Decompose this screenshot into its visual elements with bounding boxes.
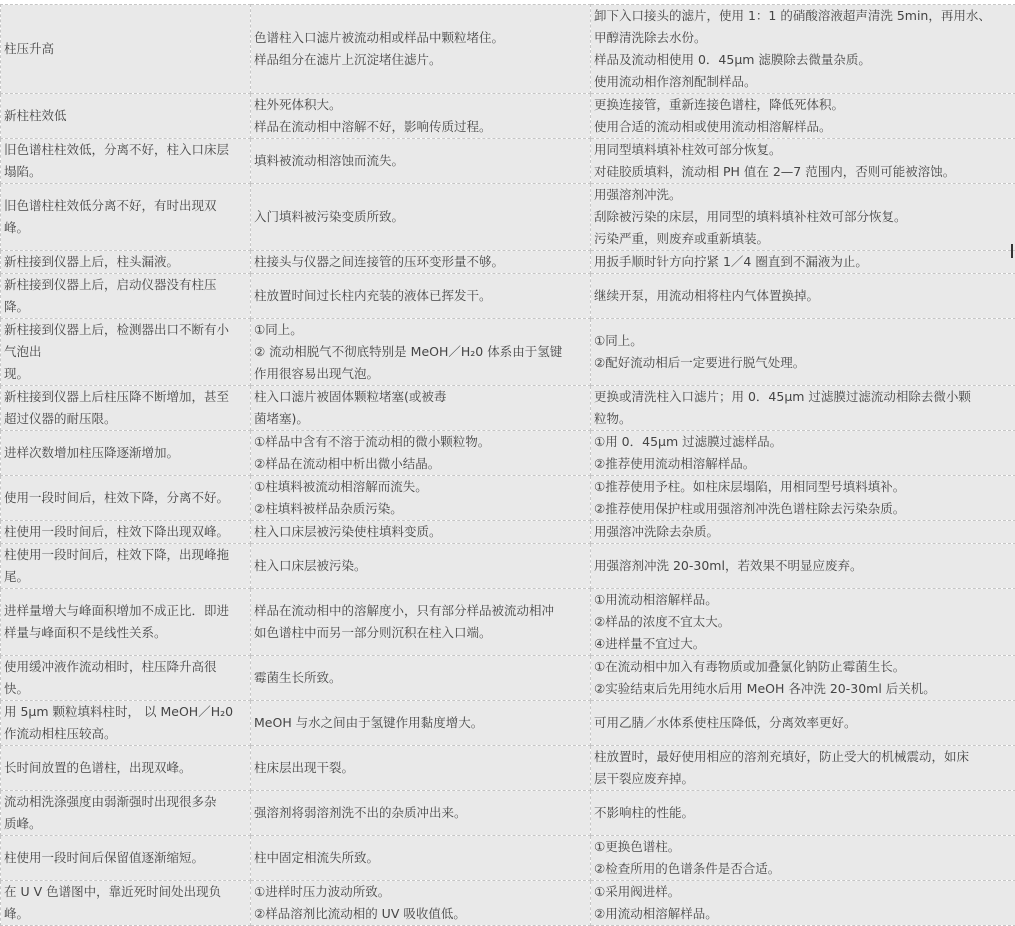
table-row [1,476,1015,521]
cell-text-line: ①更换色谱柱。 [594,836,1015,858]
text-cursor-mark [1011,244,1013,258]
table-body [1,5,1015,926]
table-row [1,791,1015,836]
problem-cell [1,274,251,319]
cell-text-line: ①样品中含有不溶于流动相的微小颗粒物。 [254,431,590,453]
cause-cell [251,251,591,274]
cell-text-line: 入门填料被污染变质所致。 [254,206,590,228]
cause-cell [251,431,591,476]
cell-text-line: 用 5μm 颗粒填料柱时， 以 MeOH／H₂0 [4,701,250,723]
cell-text-line: ①同上。 [254,319,590,341]
cell-text-line: 作流动相柱压较高。 [4,723,250,745]
table-row [1,521,1015,544]
table-row [1,251,1015,274]
cell-text-line: ② 流动相脱气不彻底特别是 MeOH／H₂0 体系由于氢键 [254,341,590,363]
cell-text-line: 更换或清洗柱入口滤片；用 0．45μm 过滤膜过滤流动相除去微小颗 [594,386,1015,408]
table-row [1,319,1015,386]
cell-text-line: 柱使用一段时间后，柱效下降，出现峰拖 [4,544,250,566]
hplc-troubleshooting-table [0,4,1015,926]
cell-text-line: 层干裂应废弃掉。 [594,768,1015,790]
cell-text-line: ②推荐使用流动相溶解样品。 [594,453,1015,475]
solution-cell [591,274,1015,319]
cell-text-line: 污染严重，则废弃或重新填装。 [594,228,1015,250]
cell-text-line: 新柱接到仪器上后，柱头漏液。 [4,251,250,273]
solution-cell [591,701,1015,746]
problem-cell [1,5,251,94]
table-row [1,836,1015,881]
solution-cell [591,139,1015,184]
table-row [1,544,1015,589]
cell-text-line: 柱接头与仪器之间连接管的压环变形量不够。 [254,251,590,273]
solution-cell [591,5,1015,94]
solution-cell [591,791,1015,836]
cell-text-line: 旧色谱柱柱效低分离不好，有时出现双 [4,195,250,217]
cell-text-line: 柱外死体积大。 [254,94,590,116]
cell-text-line: 使用缓冲液作流动相时，柱压降升高很 [4,656,250,678]
solution-cell [591,431,1015,476]
solution-cell [591,476,1015,521]
cell-text-line: 菌堵塞)。 [254,408,590,430]
cell-text-line: 柱压升高 [4,38,250,60]
cause-cell [251,476,591,521]
solution-cell [591,184,1015,251]
table-row [1,881,1015,926]
cell-text-line: 柱使用一段时间后保留值逐渐缩短。 [4,847,250,869]
cell-text-line: 柱放置时，最好使用相应的溶剂充填好，防止受大的机械震动，如床 [594,746,1015,768]
cause-cell [251,184,591,251]
cell-text-line: 填料被流动相溶蚀而流失。 [254,150,590,172]
cell-text-line: 新柱接到仪器上后，检测器出口不断有小 [4,319,250,341]
cell-text-line: 新柱接到仪器上后，启动仪器没有柱压 [4,274,250,296]
cause-cell [251,656,591,701]
cell-text-line: ①采用阀进样。 [594,881,1015,903]
table-row [1,431,1015,476]
cell-text-line: ①用 0．45μm 过滤膜过滤样品。 [594,431,1015,453]
problem-cell [1,521,251,544]
solution-cell [591,521,1015,544]
solution-cell [591,589,1015,656]
cell-text-line: 进样量增大与峰面积增加不成正比．即进 [4,600,250,622]
cause-cell [251,544,591,589]
solution-cell [591,544,1015,589]
table-row [1,139,1015,184]
cell-text-line: 强溶剂将弱溶剂洗不出的杂质冲出来。 [254,802,590,824]
cell-text-line: ②柱填料被样品杂质污染。 [254,498,590,520]
cell-text-line: 长时间放置的色谱柱，出现双峰。 [4,757,250,779]
cell-text-line: ②配好流动相后一定要进行脱气处理。 [594,352,1015,374]
cell-text-line: ②样品的浓度不宜太大。 [594,611,1015,633]
problem-cell [1,544,251,589]
cell-text-line: 如色谱柱中而另一部分则沉积在柱入口端。 [254,622,590,644]
cell-text-line: 刮除被污染的床层，用同型的填料填补柱效可部分恢复。 [594,206,1015,228]
cell-text-line: MeOH 与水之间由于氢键作用黏度增大。 [254,712,590,734]
cause-cell [251,139,591,184]
cell-text-line: 柱入口滤片被固体颗粒堵塞(或被毒 [254,386,590,408]
cause-cell [251,5,591,94]
problem-cell [1,701,251,746]
cell-text-line: 更换连接管，重新连接色谱柱，降低死体积。 [594,94,1015,116]
cell-text-line: ②检查所用的色谱条件是否合适。 [594,858,1015,880]
problem-cell [1,319,251,386]
problem-cell [1,431,251,476]
solution-cell [591,251,1015,274]
cell-text-line: 样品在流动相中的溶解度小，只有部分样品被流动相冲 [254,600,590,622]
cell-text-line: ①同上。 [594,330,1015,352]
problem-cell [1,656,251,701]
cause-cell [251,836,591,881]
cause-cell [251,746,591,791]
table-row [1,184,1015,251]
cell-text-line: ①柱填料被流动相溶解而流失。 [254,476,590,498]
problem-cell [1,476,251,521]
cell-text-line: 继续开泵，用流动相将柱内气体置换掉。 [594,285,1015,307]
cell-text-line: ②实验结束后先用纯水后用 MeOH 各冲洗 20-30ml 后关机。 [594,678,1015,700]
cell-text-line: 不影响柱的性能。 [594,802,1015,824]
cell-text-line: 柱入口床层被污染使柱填料变质。 [254,521,590,543]
cell-text-line: 用同型填料填补柱效可部分恢复。 [594,139,1015,161]
problem-cell [1,184,251,251]
solution-cell [591,746,1015,791]
cause-cell [251,319,591,386]
problem-cell [1,94,251,139]
problem-cell [1,386,251,431]
cell-text-line: 使用流动相作溶剂配制样品。 [594,71,1015,93]
cell-text-line: 柱使用一段时间后，柱效下降出现双峰。 [4,521,250,543]
problem-cell [1,589,251,656]
cell-text-line: ①用流动相溶解样品。 [594,589,1015,611]
cell-text-line: 甲醇清洗除去水份。 [594,27,1015,49]
table-row [1,656,1015,701]
cell-text-line: 样品及流动相使用 0．45μm 滤膜除去微量杂质。 [594,49,1015,71]
cell-text-line: 用扳手顺时针方向拧紧 1／4 圈直到不漏液为止。 [594,251,1015,273]
cause-cell [251,701,591,746]
cause-cell [251,274,591,319]
cell-text-line: 降。 [4,296,250,318]
cause-cell [251,589,591,656]
solution-cell [591,319,1015,386]
cell-text-line: 柱中固定相流失所致。 [254,847,590,869]
cell-text-line: 用强溶剂冲洗 20-30ml，若效果不明显应废弃。 [594,555,1015,577]
cell-text-line: 新柱接到仪器上后柱压降不断增加，甚至 [4,386,250,408]
problem-cell [1,791,251,836]
cell-text-line: ②样品在流动相中析出微小结晶。 [254,453,590,475]
cell-text-line: 粒物。 [594,408,1015,430]
cell-text-line: ②推荐使用保护柱或用强溶剂冲洗色谱柱除去污染杂质。 [594,498,1015,520]
table-row [1,746,1015,791]
cell-text-line: 用强溶冲洗除去杂质。 [594,521,1015,543]
cell-text-line: 柱入口床层被污染。 [254,555,590,577]
solution-cell [591,94,1015,139]
table-row [1,5,1015,94]
cell-text-line: 使用一段时间后，柱效下降，分离不好。 [4,487,250,509]
cell-text-line: 现。 [4,363,250,385]
cell-text-line: 流动相洗涤强度由弱渐强时出现很多杂 [4,791,250,813]
cell-text-line: 峰。 [4,217,250,239]
cell-text-line: 峰。 [4,903,250,925]
cell-text-line: 样品在流动相中溶解不好，影响传质过程。 [254,116,590,138]
cell-text-line: 快。 [4,678,250,700]
cause-cell [251,521,591,544]
cell-text-line: ②样品溶剂比流动相的 UV 吸收值低。 [254,903,590,925]
cell-text-line: 卸下入口接头的滤片，使用 1：1 的硝酸溶液超声清洗 5min，再用水、 [594,5,1015,27]
cell-text-line: 进样次数增加柱压降逐渐增加。 [4,442,250,464]
solution-cell [591,836,1015,881]
cell-text-line: 塌陷。 [4,161,250,183]
cell-text-line: 可用乙腈／水体系使柱压降低，分离效率更好。 [594,712,1015,734]
cell-text-line: 柱床层出现干裂。 [254,757,590,779]
cause-cell [251,386,591,431]
table-row [1,94,1015,139]
cell-text-line: ④进样量不宜过大。 [594,633,1015,655]
cell-text-line: 对硅胶质填料，流动相 PH 值在 2—7 范围内，否则可能被溶蚀。 [594,161,1015,183]
cell-text-line: 在 U V 色谱图中，靠近死时间处出现负 [4,881,250,903]
cell-text-line: 样品组分在滤片上沉淀堵住滤片。 [254,49,590,71]
cause-cell [251,791,591,836]
cell-text-line: 色谱柱入口滤片被流动相或样品中颗粒堵住。 [254,27,590,49]
table-row [1,589,1015,656]
cell-text-line: 用强溶剂冲洗。 [594,184,1015,206]
problem-cell [1,836,251,881]
cell-text-line: 样量与峰面积不是线性关系。 [4,622,250,644]
problem-cell [1,139,251,184]
table-row [1,274,1015,319]
table-row [1,386,1015,431]
cause-cell [251,94,591,139]
cell-text-line: ①进样时压力波动所致。 [254,881,590,903]
problem-cell [1,881,251,926]
cell-text-line: ①在流动相中加入有毒物质或加叠氯化钠防止霉菌生长。 [594,656,1015,678]
cell-text-line: ②用流动相溶解样品。 [594,903,1015,925]
cell-text-line: 超过仪器的耐压限。 [4,408,250,430]
cell-text-line: 使用合适的流动相或使用流动相溶解样品。 [594,116,1015,138]
cell-text-line: 质峰。 [4,813,250,835]
cell-text-line: 新柱柱效低 [4,105,250,127]
solution-cell [591,656,1015,701]
cell-text-line: 旧色谱柱柱效低，分离不好，柱入口床层 [4,139,250,161]
cell-text-line: 尾。 [4,566,250,588]
solution-cell [591,386,1015,431]
solution-cell [591,881,1015,926]
cause-cell [251,881,591,926]
cell-text-line: 霉菌生长所致。 [254,667,590,689]
table-row [1,701,1015,746]
cell-text-line: ①推荐使用予柱。如柱床层塌陷，用相同型号填料填补。 [594,476,1015,498]
cell-text-line: 作用很容易出现气泡。 [254,363,590,385]
problem-cell [1,746,251,791]
problem-cell [1,251,251,274]
cell-text-line: 气泡出 [4,341,250,363]
cell-text-line: 柱放置时间过长柱内充装的液体已挥发干。 [254,285,590,307]
